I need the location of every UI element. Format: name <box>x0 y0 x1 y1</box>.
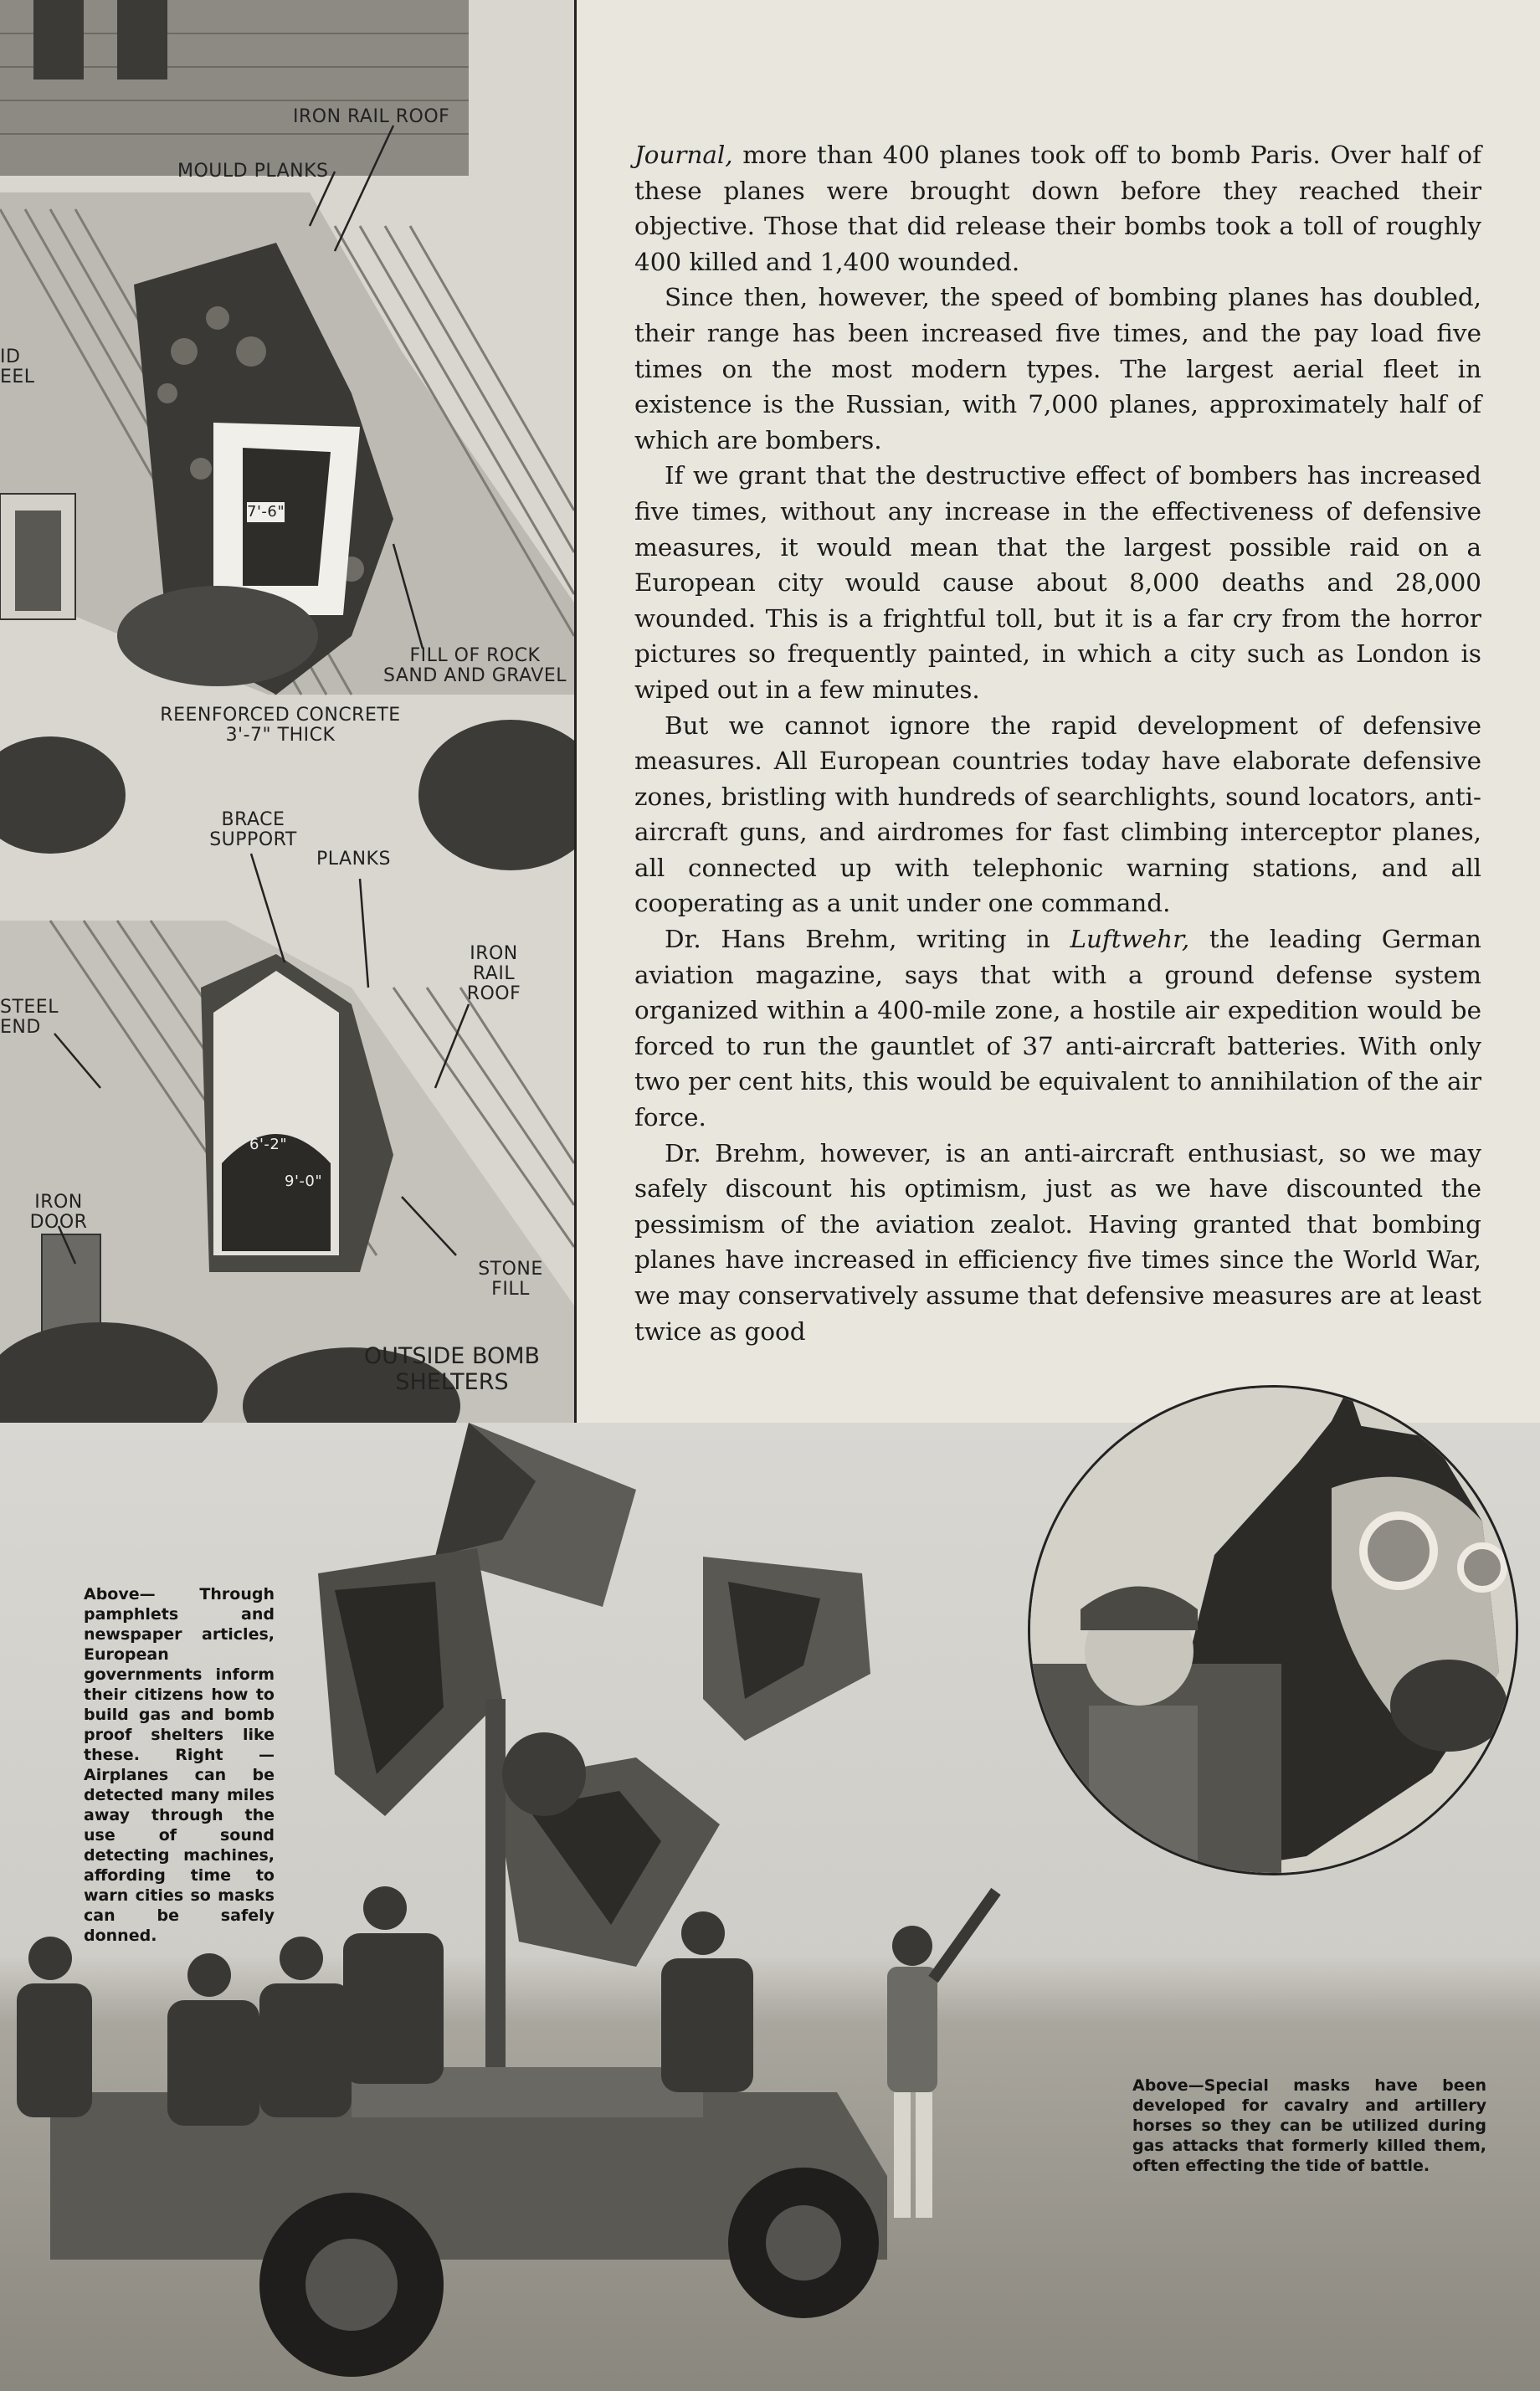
article-paragraph <box>634 921 1481 1136</box>
article-paragraph <box>634 137 1481 280</box>
right-photo-caption: Above—Special masks have been developed for cavalry and artillery horses so they can be utilized during gas attacks that formerly killed them, often effecting the tide of battle. <box>1132 2076 1486 2175</box>
dimension-label-a: 6'-2" <box>249 1136 288 1153</box>
callout-fill: FILL OF ROCK SAND AND GRAVEL <box>382 645 567 686</box>
article-paragraph: Dr. Brehm, however, is an anti-aircraft enthusiast, so we may safely discount his optimism, just as we have discounted the pessimism of the aviation zealot. Having granted that bombing planes have increased in efficiency five times since the World War, we may conservatively assume that defensive measures are at least twice as good <box>634 1138 1481 1346</box>
article-text <box>634 137 1481 1349</box>
paragraph-text: Dr. Hans Brehm, writing in <box>665 925 1070 954</box>
bomb-shelter-illustration <box>0 0 577 1425</box>
callout-mould-planks: MOULD PLANKS <box>177 161 329 182</box>
dimension-label-top: 7'-6" <box>247 503 285 521</box>
callout-brace-support: BRACE SUPPORT <box>209 809 297 850</box>
illustration-title: OUTSIDE BOMB SHELTERS <box>363 1343 541 1395</box>
callout-steel-end: STEEL END <box>0 997 59 1038</box>
callout-iron-rail-roof-bottom: IRON RAIL ROOF <box>466 943 521 1004</box>
paragraph-text: more than 400 planes took off to bomb Paris. Over half of these planes were brought down before they reached their objective. Those that did release their bombs took a toll of roughly 400 killed and 1,400 wounded. <box>634 141 1481 276</box>
left-photo-caption: Above— Through pamphlets and newspaper articles, European governments inform their citizens how to build gas and bomb proof shelters like these. Right —Airplanes can be detected many miles away through the use of sound detecting machines, affording time to warn cities so masks can be safely donned. <box>84 1585 275 1945</box>
callout-concrete: REENFORCED CONCRETE 3'-7" THICK <box>160 705 401 746</box>
callout-iron-door: IRON DOOR <box>29 1192 88 1233</box>
article-paragraph: Since then, however, the speed of bombing planes has doubled, their range has been increased five times, and the pay load five times on the most modern types. The largest aerial fleet in existence is the Russian, with 7,000 planes, approximately half of which are bombers. <box>634 283 1481 454</box>
gas-mask-horse-photo <box>1028 1385 1518 1875</box>
callout-steel-fragment: ID EEL <box>0 346 35 387</box>
horse-drawing <box>1030 1388 1516 1873</box>
callout-planks: PLANKS <box>316 849 391 870</box>
article-paragraph: But we cannot ignore the rapid development of defensive measures. All European countries today have elaborate defensive zones, bristling with hundreds of searchlights, sound locators, anti-aircraft guns, and airdromes for fast climbing interceptor planes, all connected up with telephonic warning stations, and all cooperating as a unit under one command. <box>634 711 1481 918</box>
paragraph-text: the leading German aviation magazine, says that with a ground defense system organized within a 400-mile zone, a hostile air expedition would be forced to run the gauntlet of 37 anti-aircraft batteries. With only two per cent hits, this would be equivalent to annihilation of the air force. <box>634 925 1481 1132</box>
dimension-label-b: 9'-0" <box>285 1172 323 1190</box>
article-paragraph: If we grant that the destructive effect of bombers has increased five times, without any increase in the effectiveness of defensive measures, it would mean that the largest possible raid on a European city would cause about 8,000 deaths and 28,000 wounded. This is a frightful toll, but it is a far cry from the horror pictures so frequently painted, in which a city such as London is wiped out in a few minutes. <box>634 461 1481 704</box>
italic-lead: Journal, <box>634 141 733 169</box>
callout-stone-fill: STONE FILL <box>478 1259 543 1300</box>
italic-term: Luftwehr, <box>1070 925 1190 954</box>
callout-iron-rail-roof-top: IRON RAIL ROOF <box>293 106 450 127</box>
